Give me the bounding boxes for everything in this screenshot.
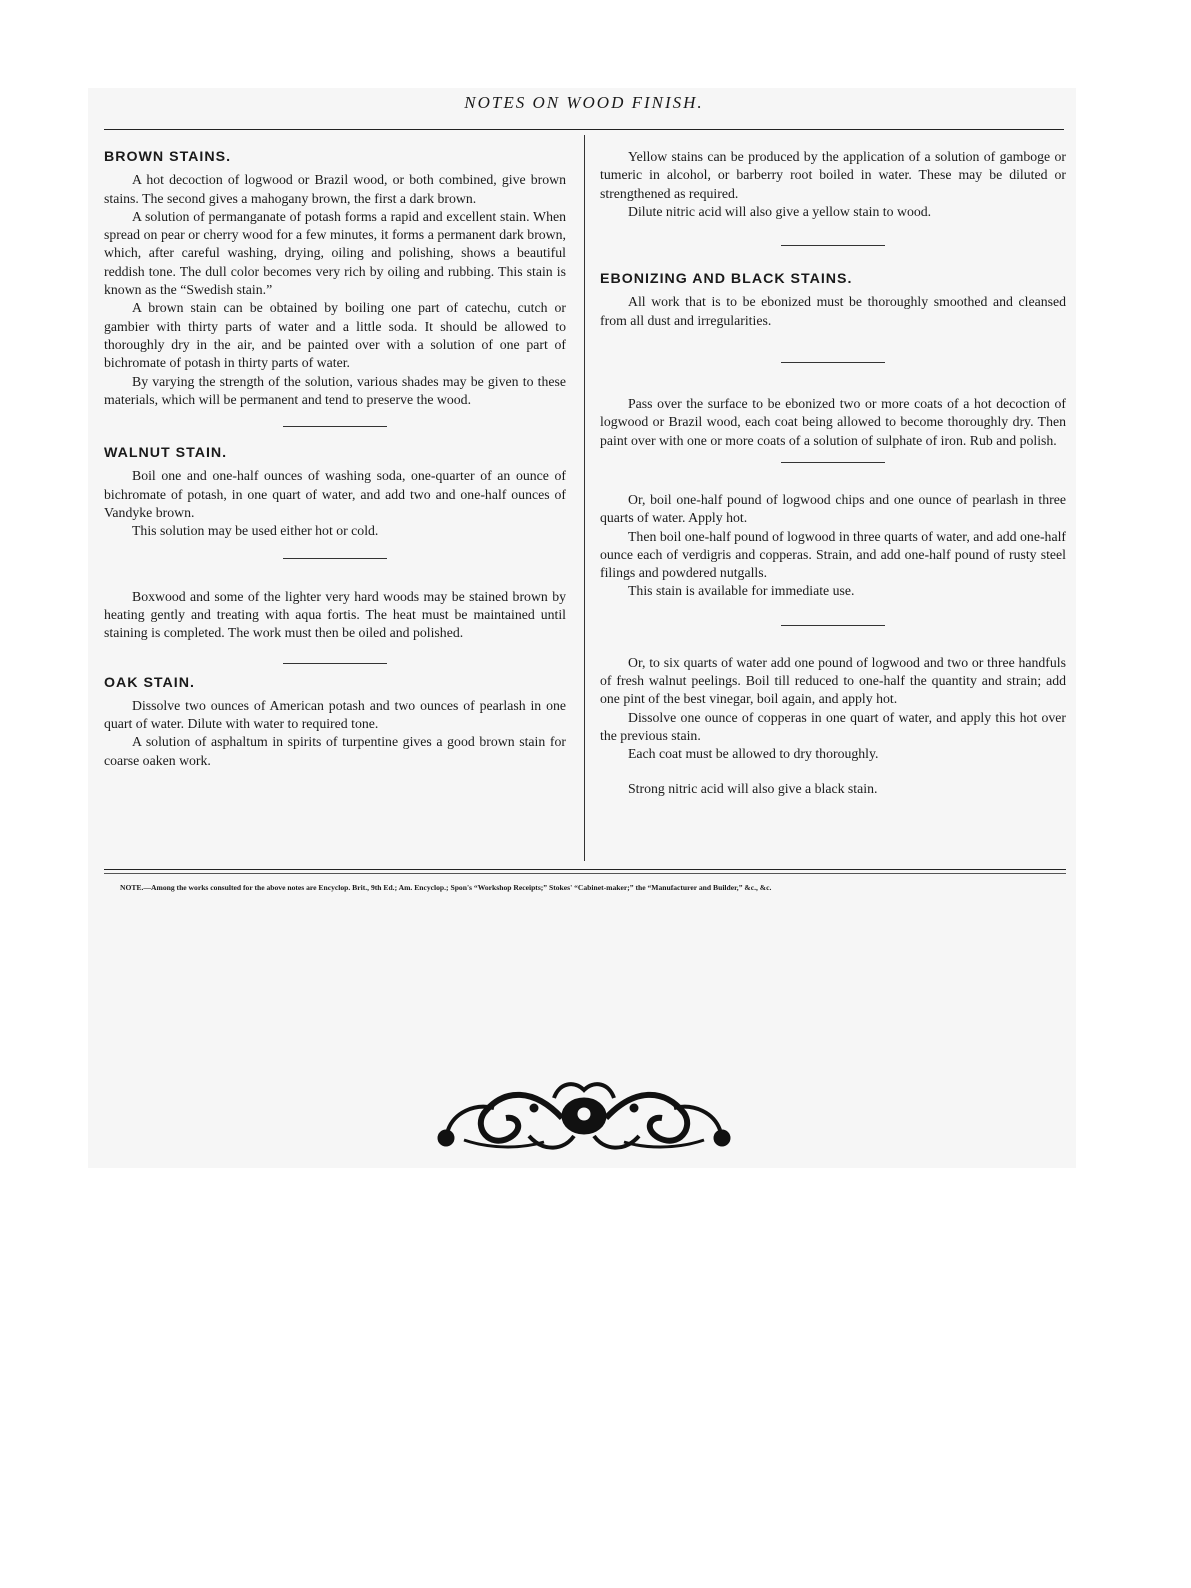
paragraph: Dissolve two ounces of American potash and two ounces of pearlash in one quart of water. Dilute with water to required tone.	[104, 697, 566, 732]
paragraph: This solution may be used either hot or cold.	[132, 523, 379, 539]
section-divider	[283, 426, 387, 427]
paragraph: By varying the strength of the solution, various shades may be given to these materials, which will be permanent and tend to preserve the wood.	[104, 373, 566, 407]
paragraph: Each coat must be allowed to dry thoroughly.	[628, 746, 879, 762]
heading-oak-stain: OAK STAIN.	[104, 674, 195, 691]
section-divider	[283, 558, 387, 559]
paragraph: Yellow stains can be produced by the application of a solution of gamboge or tumeric in alcohol, or barberry root boiled in water. These may be diluted or strengthened as required.	[600, 149, 1066, 201]
paragraph: This stain is available for immediate use.	[628, 583, 855, 599]
header-rule	[104, 129, 1064, 130]
column-divider	[584, 135, 585, 861]
paragraph: Dilute nitric acid will also give a yellow stain to wood.	[628, 203, 932, 219]
footnote: NOTE.—Among the works consulted for the above notes are Encyclop. Brit., 9th Ed.; Am. Encyclop.; Spon's “Workshop Receipts;” Stokes' “Cabinet-maker;” the “Manufacturer and Builder,” &c., &c.	[120, 883, 772, 892]
right-column	[600, 148, 1066, 798]
left-column	[104, 148, 566, 770]
section-divider	[781, 362, 885, 363]
paragraph: Boil one and one-half ounces of washing soda, one-quarter of an ounce of bichromate of potash, in one quart of water, and add two and one-half ounces of Vandyke brown.	[104, 468, 566, 521]
paragraph: A hot decoction of logwood or Brazil wood, or both combined, give brown stains. The second gives a mahogany brown, the first a dark brown.	[104, 172, 566, 206]
section-divider	[781, 625, 885, 626]
heading-brown-stains: BROWN STAINS.	[104, 149, 232, 165]
paragraph: Pass over the surface to be ebonized two or more coats of a hot decoction of logwood or Brazil wood, each coat being allowed to become thoroughly dry. Then paint over with one or more coats of a solution of sulphate of iron. Rub and polish.	[600, 396, 1066, 448]
heading-ebonizing: EBONIZING AND BLACK STAINS.	[600, 271, 853, 288]
floral-tailpiece-ornament-icon	[434, 1078, 734, 1158]
paragraph: Boxwood and some of the lighter very hard woods may be stained brown by heating gently and treating with aqua fortis. The heat must be maintained until staining is completed. The work must then be oiled and polished.	[104, 588, 566, 641]
footer-rule	[104, 869, 1066, 870]
paragraph: A solution of asphaltum in spirits of turpentine gives a good brown stain for coarse oaken work.	[104, 734, 566, 768]
page-title: NOTES ON WOOD FINISH.	[464, 93, 704, 112]
paragraph: A brown stain can be obtained by boiling one part of catechu, cutch or gambier with thirty parts of water and a little soda. It should be allowed to thoroughly dry in the air, and be painted over with a solution of one part of bichromate of potash in thirty parts of water.	[104, 300, 566, 371]
paragraph: A solution of permanganate of potash forms a rapid and excellent stain. When spread on pear or cherry wood for a few minutes, it forms a permanent dark brown, which, after careful washing, drying, oiling and polishing, shows a beautiful reddish tone. The dull color becomes very rich by oiling and rubbing. This stain is known as the “Swedish stain.”	[104, 208, 566, 298]
footer-rule-thin	[104, 873, 1066, 874]
paragraph: Then boil one-half pound of logwood in three quarts of water, and add one-half ounce each of verdigris and copperas. Strain, and add one-half pound of rusty steel filings and powdered nutgalls.	[600, 528, 1066, 581]
section-divider	[781, 462, 885, 463]
paragraph: Or, to six quarts of water add one pound of logwood and two or three handfuls of fresh walnut peelings. Boil till reduced to one-half the quantity and strain; add one pint of the best vinegar, boil again, and apply hot.	[600, 654, 1066, 707]
section-divider	[283, 663, 387, 664]
paragraph: All work that is to be ebonized must be thoroughly smoothed and cleansed from all dust and irregularities.	[600, 294, 1066, 328]
heading-walnut-stain: WALNUT STAIN.	[104, 445, 228, 462]
paragraph: Or, boil one-half pound of logwood chips and one ounce of pearlash in three quarts of water. Apply hot.	[600, 491, 1066, 526]
section-divider	[781, 245, 885, 246]
paragraph: Strong nitric acid will also give a black stain.	[628, 780, 878, 796]
paragraph: Dissolve one ounce of copperas in one quart of water, and apply this hot over the previous stain.	[600, 709, 1066, 743]
